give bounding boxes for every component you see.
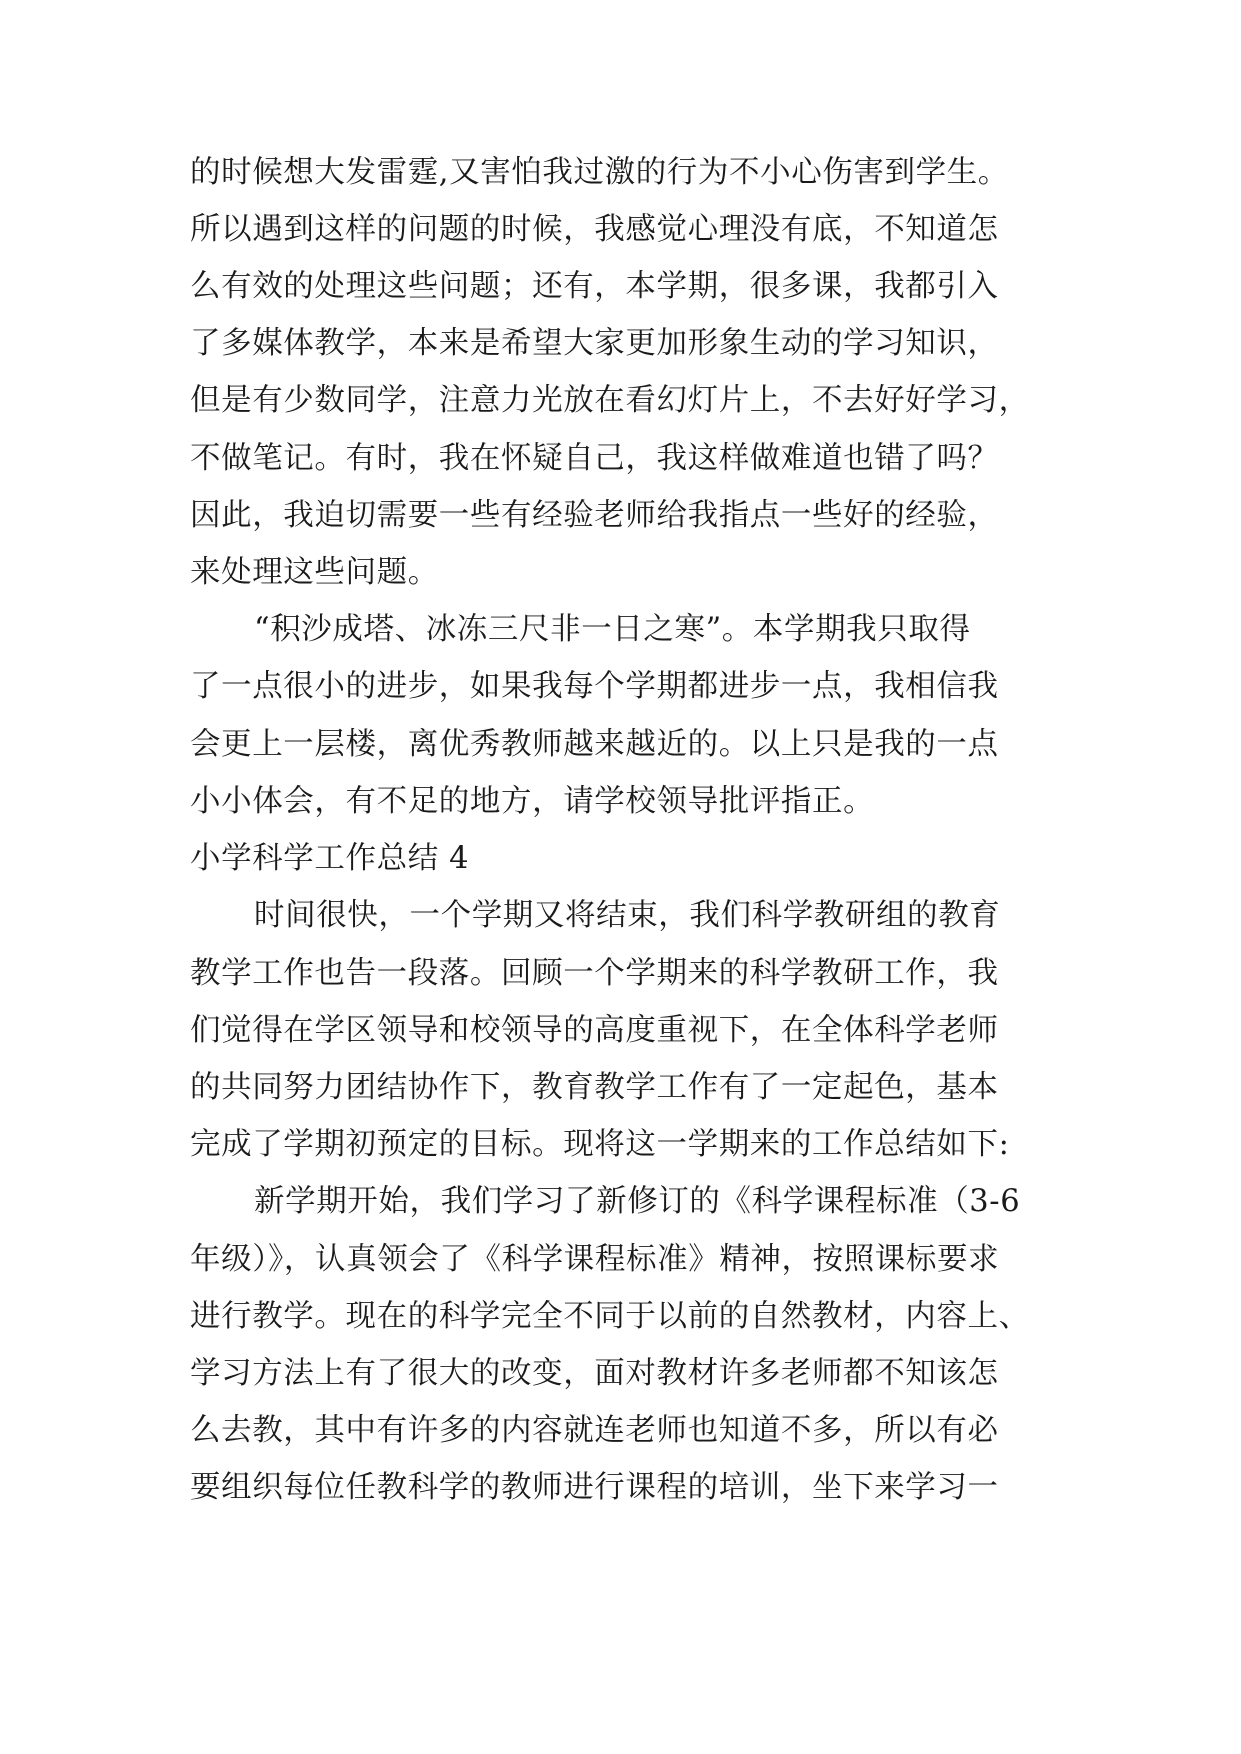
- text-line: 的共同努力团结协作下，教育教学工作有了一定起色，基本: [190, 1070, 999, 1105]
- text-line: 但是有少数同学，注意力光放在看幻灯片上，不去好好学习，: [190, 383, 1030, 418]
- paragraph-first-line: “积沙成塔、冰冻三尺非一日之寒”。本学期我只取得: [254, 612, 971, 647]
- text-line: 不做笔记。有时，我在怀疑自己，我这样做难道也错了吗？: [190, 441, 999, 476]
- text-line: 了多媒体教学，本来是希望大家更加形象生动的学习知识，: [190, 326, 999, 361]
- text-line: 因此，我迫切需要一些有经验老师给我指点一些好的经验，: [190, 498, 999, 533]
- paragraph-first-line: 新学期开始，我们学习了新修订的《科学课程标准（3-6: [254, 1184, 1021, 1219]
- text-line: 教学工作也告一段落。回顾一个学期来的科学教研工作，我: [190, 956, 999, 991]
- text-line: 来处理这些问题。: [190, 555, 439, 590]
- text-line: 要组织每位任教科学的教师进行课程的培训，坐下来学习一: [190, 1470, 999, 1505]
- text-line: 们觉得在学区领导和校领导的高度重视下，在全体科学老师: [190, 1013, 999, 1048]
- text-line: 么去教，其中有许多的内容就连老师也知道不多，所以有必: [190, 1413, 999, 1448]
- text-line: 学习方法上有了很大的改变，面对教材许多老师都不知该怎: [190, 1356, 999, 1391]
- paragraph-first-line: 时间很快，一个学期又将结束，我们科学教研组的教育: [254, 898, 1001, 933]
- text-line: 完成了学期初预定的目标。现将这一学期来的工作总结如下:: [190, 1127, 1010, 1162]
- text-line: 会更上一层楼，离优秀教师越来越近的。以上只是我的一点: [190, 727, 999, 762]
- text-line: 年级）》，认真领会了《科学课程标准》精神，按照课标要求: [190, 1242, 1000, 1277]
- text-line: 小小体会，有不足的地方，请学校领导批评指正。: [190, 784, 875, 819]
- text-line: 么有效的处理这些问题；还有，本学期，很多课，我都引入: [190, 269, 999, 304]
- text-line: 了一点很小的进步，如果我每个学期都进步一点，我相信我: [190, 669, 999, 704]
- text-line: 进行教学。现在的科学完全不同于以前的自然教材，内容上、: [190, 1299, 1030, 1334]
- text-line: 所以遇到这样的问题的时候，我感觉心理没有底，不知道怎: [190, 212, 999, 247]
- section-heading: 小学科学工作总结 4: [190, 841, 470, 876]
- text-line: 的时候想大发雷霆,又害怕我过激的行为不小心伤害到学生。: [190, 155, 1009, 190]
